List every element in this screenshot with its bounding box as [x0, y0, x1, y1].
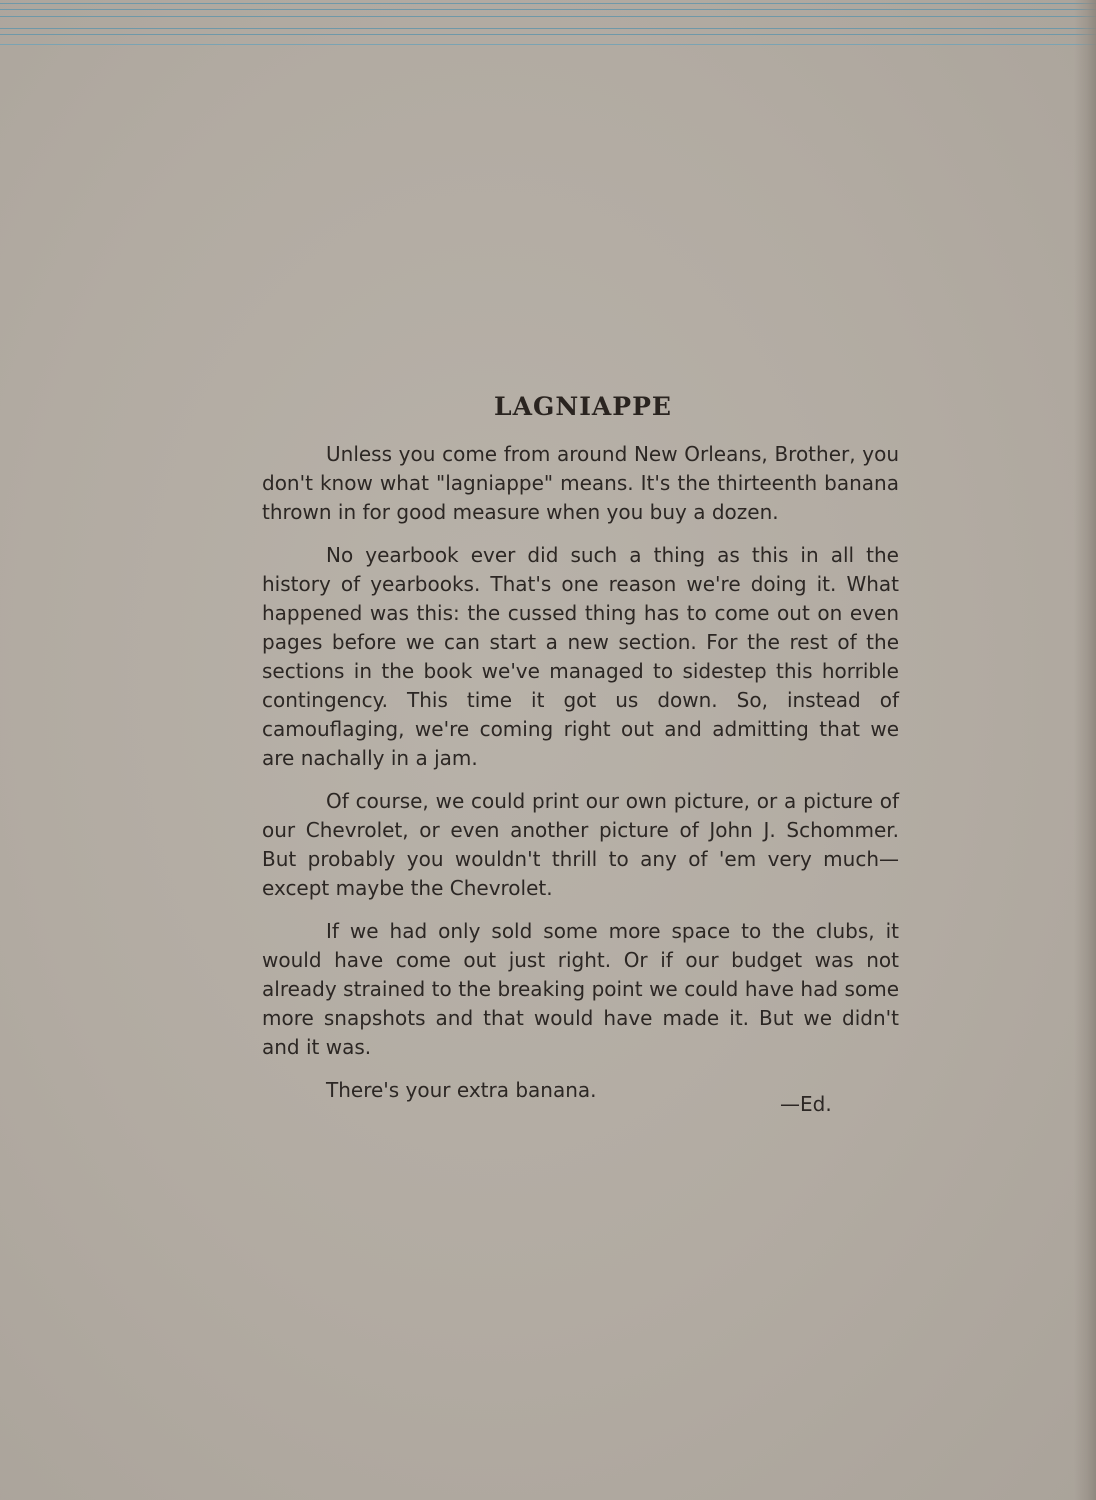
paragraph: Of course, we could print our own picture, or a picture of our Chevrolet, or even another picture of John J. Schommer. But probably you wouldn't thrill to any of 'em very much—except maybe the Chevrolet. [262, 789, 899, 900]
paragraph: Unless you come from around New Orleans, Brother, you don't know what "lagniappe" means. It's the thirteenth banana thrown in for good measure when you buy a dozen. [262, 442, 899, 524]
page-edge-shadow [1074, 0, 1096, 1500]
article-body [262, 440, 899, 1119]
rule-line [0, 34, 1096, 35]
paragraph: If we had only sold some more space to the clubs, it would have come out just right. Or if our budget was not already strained to the breaking point we could have had some more snapshots and that would have made it. But we didn't and it was. [262, 919, 899, 1059]
rule-line [0, 44, 1096, 45]
paragraph: No yearbook ever did such a thing as this in all the history of yearbooks. That's one reason we're doing it. What happened was this: the cussed thing has to come out on even pages before we can start a new section. For the rest of the sections in the book we've managed to sidestep this horrible contingency. This time it got us down. So, instead of camouflaging, we're coming right out and admitting that we are nachally in a jam. [262, 543, 899, 770]
page-title: LAGNIAPPE [494, 392, 672, 421]
top-rule-lines [0, 0, 1096, 48]
rule-line [0, 9, 1096, 10]
rule-line [0, 16, 1096, 17]
signature: —Ed. [780, 1092, 832, 1116]
rule-line [0, 28, 1096, 29]
rule-line [0, 3, 1096, 4]
paragraph: There's your extra banana. [326, 1078, 597, 1102]
